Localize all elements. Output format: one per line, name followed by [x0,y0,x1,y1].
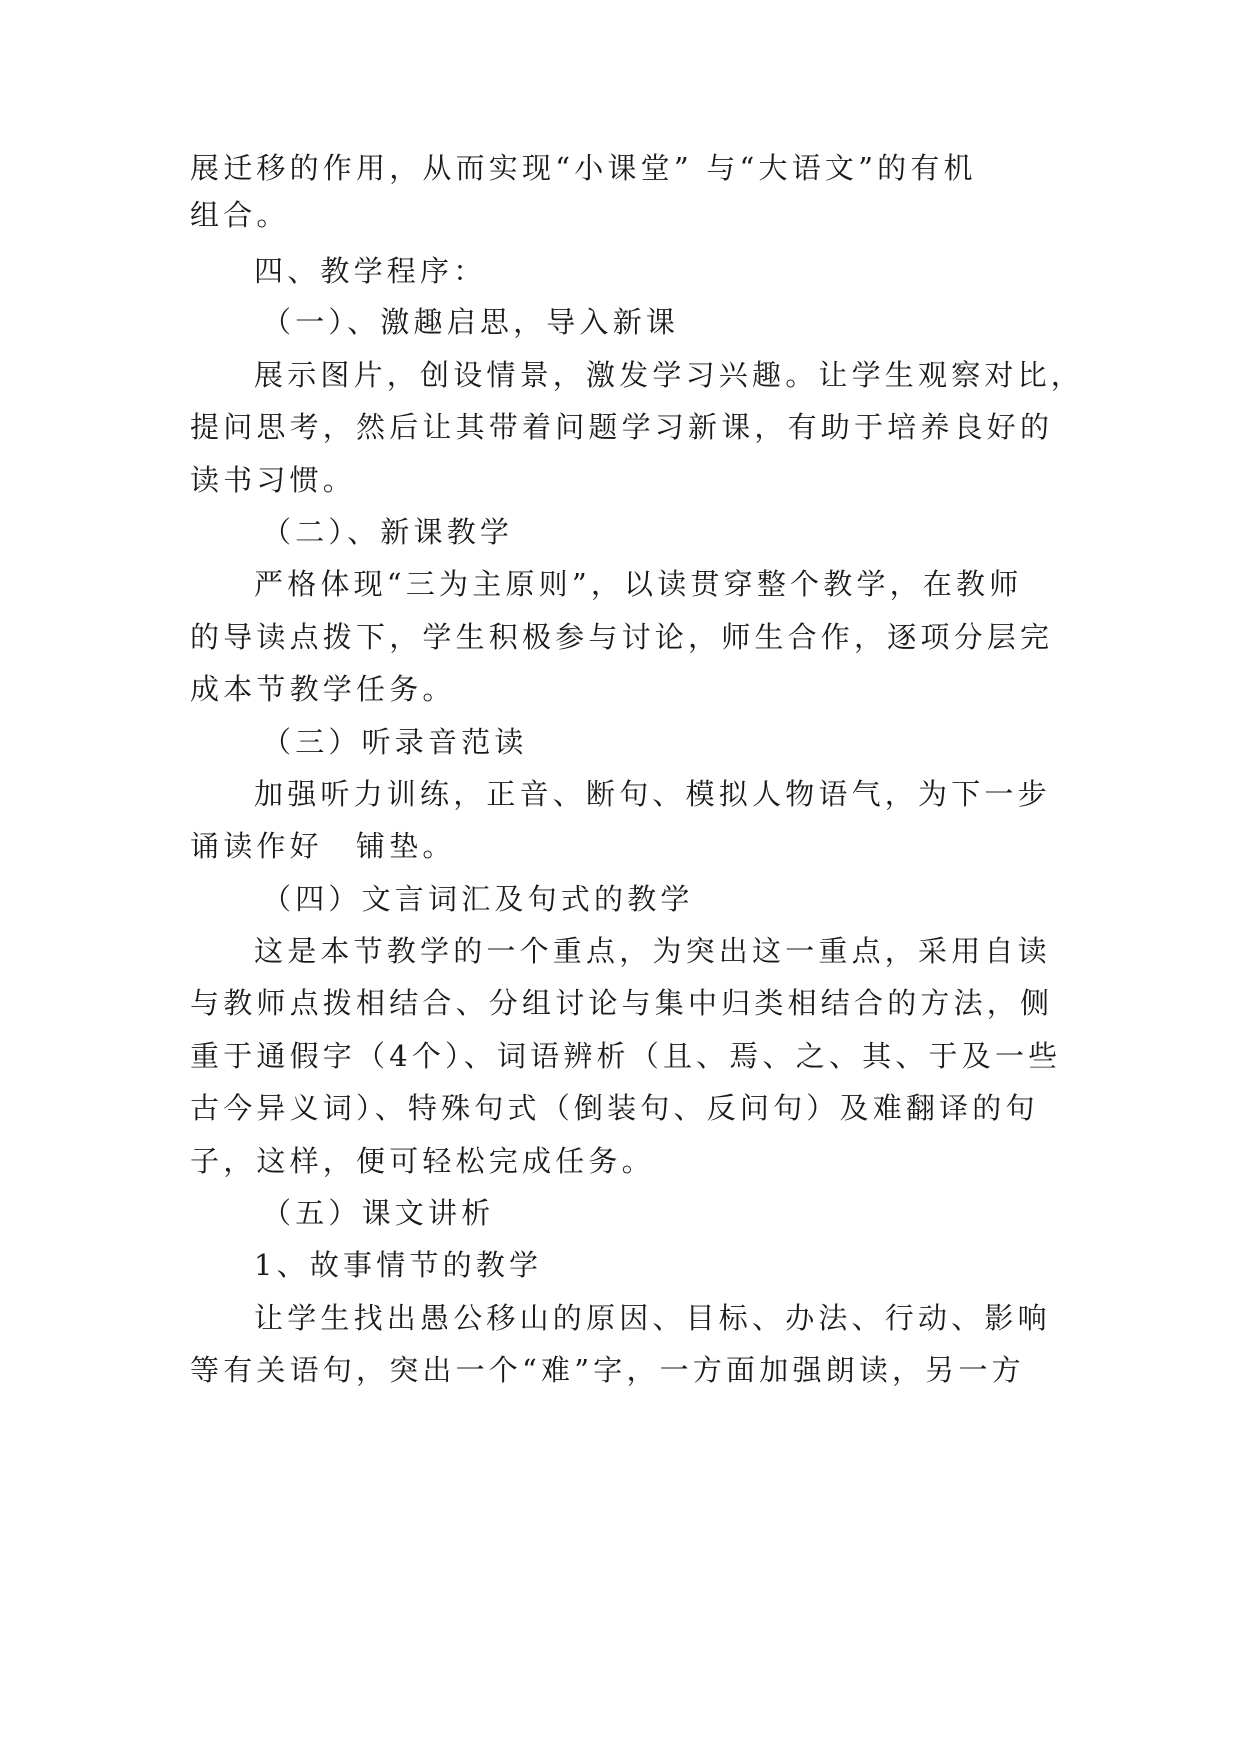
paragraph-line: 与教师点拨相结合、分组讨论与集中归类相结合的方法，侧 [190,986,1054,1020]
subsection-heading: （一）、激趣启思，导入新课 [262,305,680,339]
paragraph-line: 这是本节教学的一个重点，为突出这一重点，采用自读 [254,934,1051,968]
paragraph-line: 提问思考，然后让其带着问题学习新课，有助于培养良好的 [190,410,1054,444]
paragraph-line: 诵读作好 铺垫。 [190,829,456,863]
paragraph-line: 子，这样，便可轻松完成任务。 [190,1144,655,1178]
paragraph-line: 成本节教学任务。 [190,672,456,706]
paragraph-line: 展迁移的作用，从而实现“小课堂” 与“大语文”的有机 [190,151,977,185]
paragraph-line: 读书习惯。 [190,463,357,497]
subsection-heading: （二）、新课教学 [262,515,514,549]
section-heading: 四、教学程序： [254,254,487,288]
subsection-heading: （五）课文讲析 [262,1196,495,1230]
paragraph-line: 组合。 [190,198,290,232]
paragraph-line: 重于通假字（4个）、词语辨析（且、焉、之、其、于及一些 [190,1039,1062,1073]
subsection-heading: （四）文言词汇及句式的教学 [262,882,694,916]
paragraph-line: 古今异义词）、特殊句式（倒装句、反问句）及难翻译的句 [190,1091,1039,1125]
paragraph-line: 严格体现“三为主原则”，以读贯穿整个教学，在教师 [254,567,1023,601]
paragraph-line: 展示图片，创设情景，激发学习兴趣。让学生观察对比， [254,358,1085,392]
paragraph-line: 让学生找出愚公移山的原因、目标、办法、行动、影响 [254,1301,1051,1335]
paragraph-line: 的导读点拨下，学生积极参与讨论，师生合作，逐项分层完 [190,620,1054,654]
paragraph-line: 等有关语句，突出一个“难”字，一方面加强朗读，另一方 [190,1353,1025,1387]
paragraph-line: 加强听力训练，正音、断句、模拟人物语气，为下一步 [254,777,1051,811]
subsection-heading: （三）听录音范读 [262,725,528,759]
numbered-heading: 1、故事情节的教学 [254,1248,543,1282]
